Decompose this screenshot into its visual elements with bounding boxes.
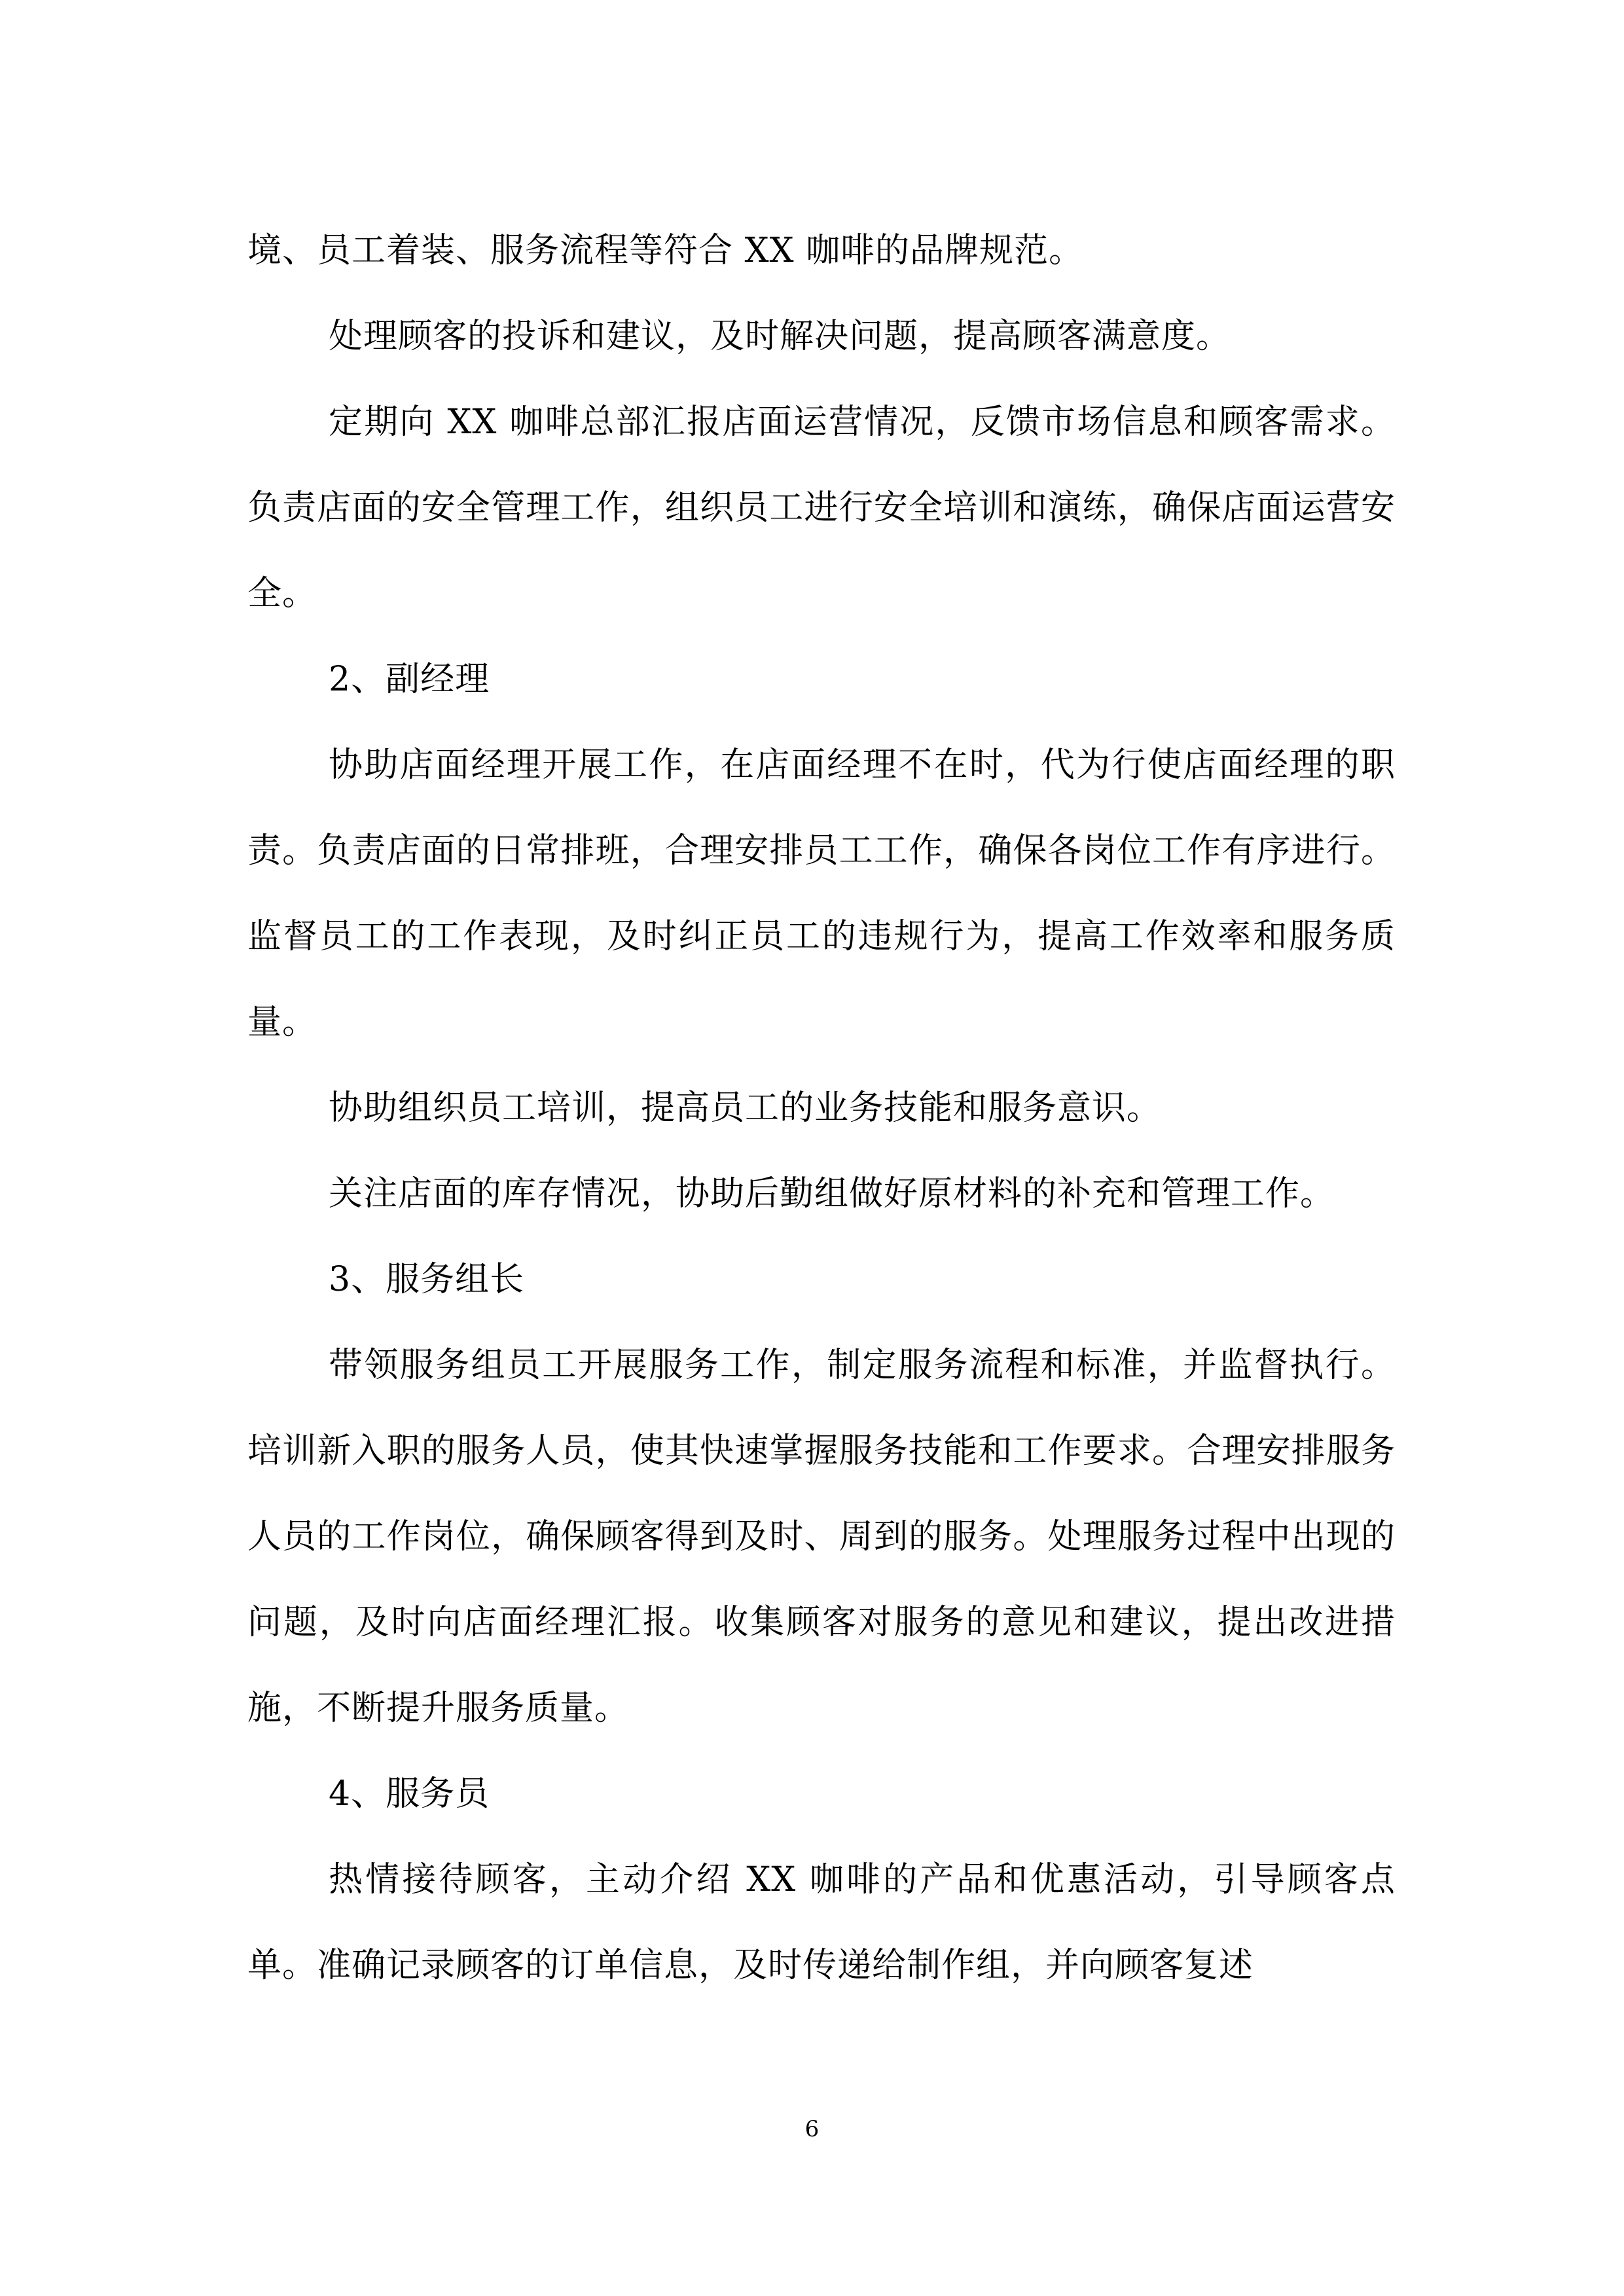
paragraph-inventory: 关注店面的库存情况，协助后勤组做好原材料的补充和管理工作。 (329, 1174, 1335, 1213)
paragraph-service-leader-duties: 带领服务组员工开展服务工作，制定服务流程和标准，并监督执行。培训新入职的服务人员，使其快速掌握服务技能和工作要求。合理安排服务人员的工作岗位，确保顾客得到及时、周到的服务。处理服务过程中出现的问题，及时向店面经理汇报。收集顾客对服务的意见和建议，提出改进措施，不断提升服务质量。 (247, 1346, 1396, 1728)
page-number: 6 (804, 2116, 820, 2142)
paragraph-training: 协助组织员工培训，提高员工的业务技能和服务意识。 (329, 1088, 1162, 1128)
paragraph-complaints: 处理顾客的投诉和建议，及时解决问题，提高顾客满意度。 (329, 317, 1231, 356)
paragraph-deputy-duties: 协助店面经理开展工作，在店面经理不在时，代为行使店面经理的职责。负责店面的日常排班，合理安排员工工作，确保各岗位工作有序进行。监督员工的工作表现，及时纠正员工的违规行为，提高工作效率和服务质量。 (247, 745, 1396, 1042)
paragraph-waiter-duties: 热情接待顾客，主动介绍 XX 咖啡的产品和优惠活动，引导顾客点单。准确记录顾客的订单信息，及时传递给制作组，并向顾客复述 (247, 1860, 1396, 1985)
section-heading-service-leader: 3、服务组长 (329, 1260, 525, 1299)
paragraph-continuation: 境、员工着装、服务流程等符合 XX 咖啡的品牌规范。 (247, 231, 1084, 270)
document-body (247, 208, 1396, 2009)
section-heading-waiter: 4、服务员 (329, 1774, 490, 1814)
paragraph-reporting-safety: 定期向 XX 咖啡总部汇报店面运营情况，反馈市场信息和顾客需求。负责店面的安全管理工作，组织员工进行安全培训和演练，确保店面运营安全。 (247, 403, 1396, 613)
section-heading-deputy-manager: 2、副经理 (329, 660, 490, 699)
